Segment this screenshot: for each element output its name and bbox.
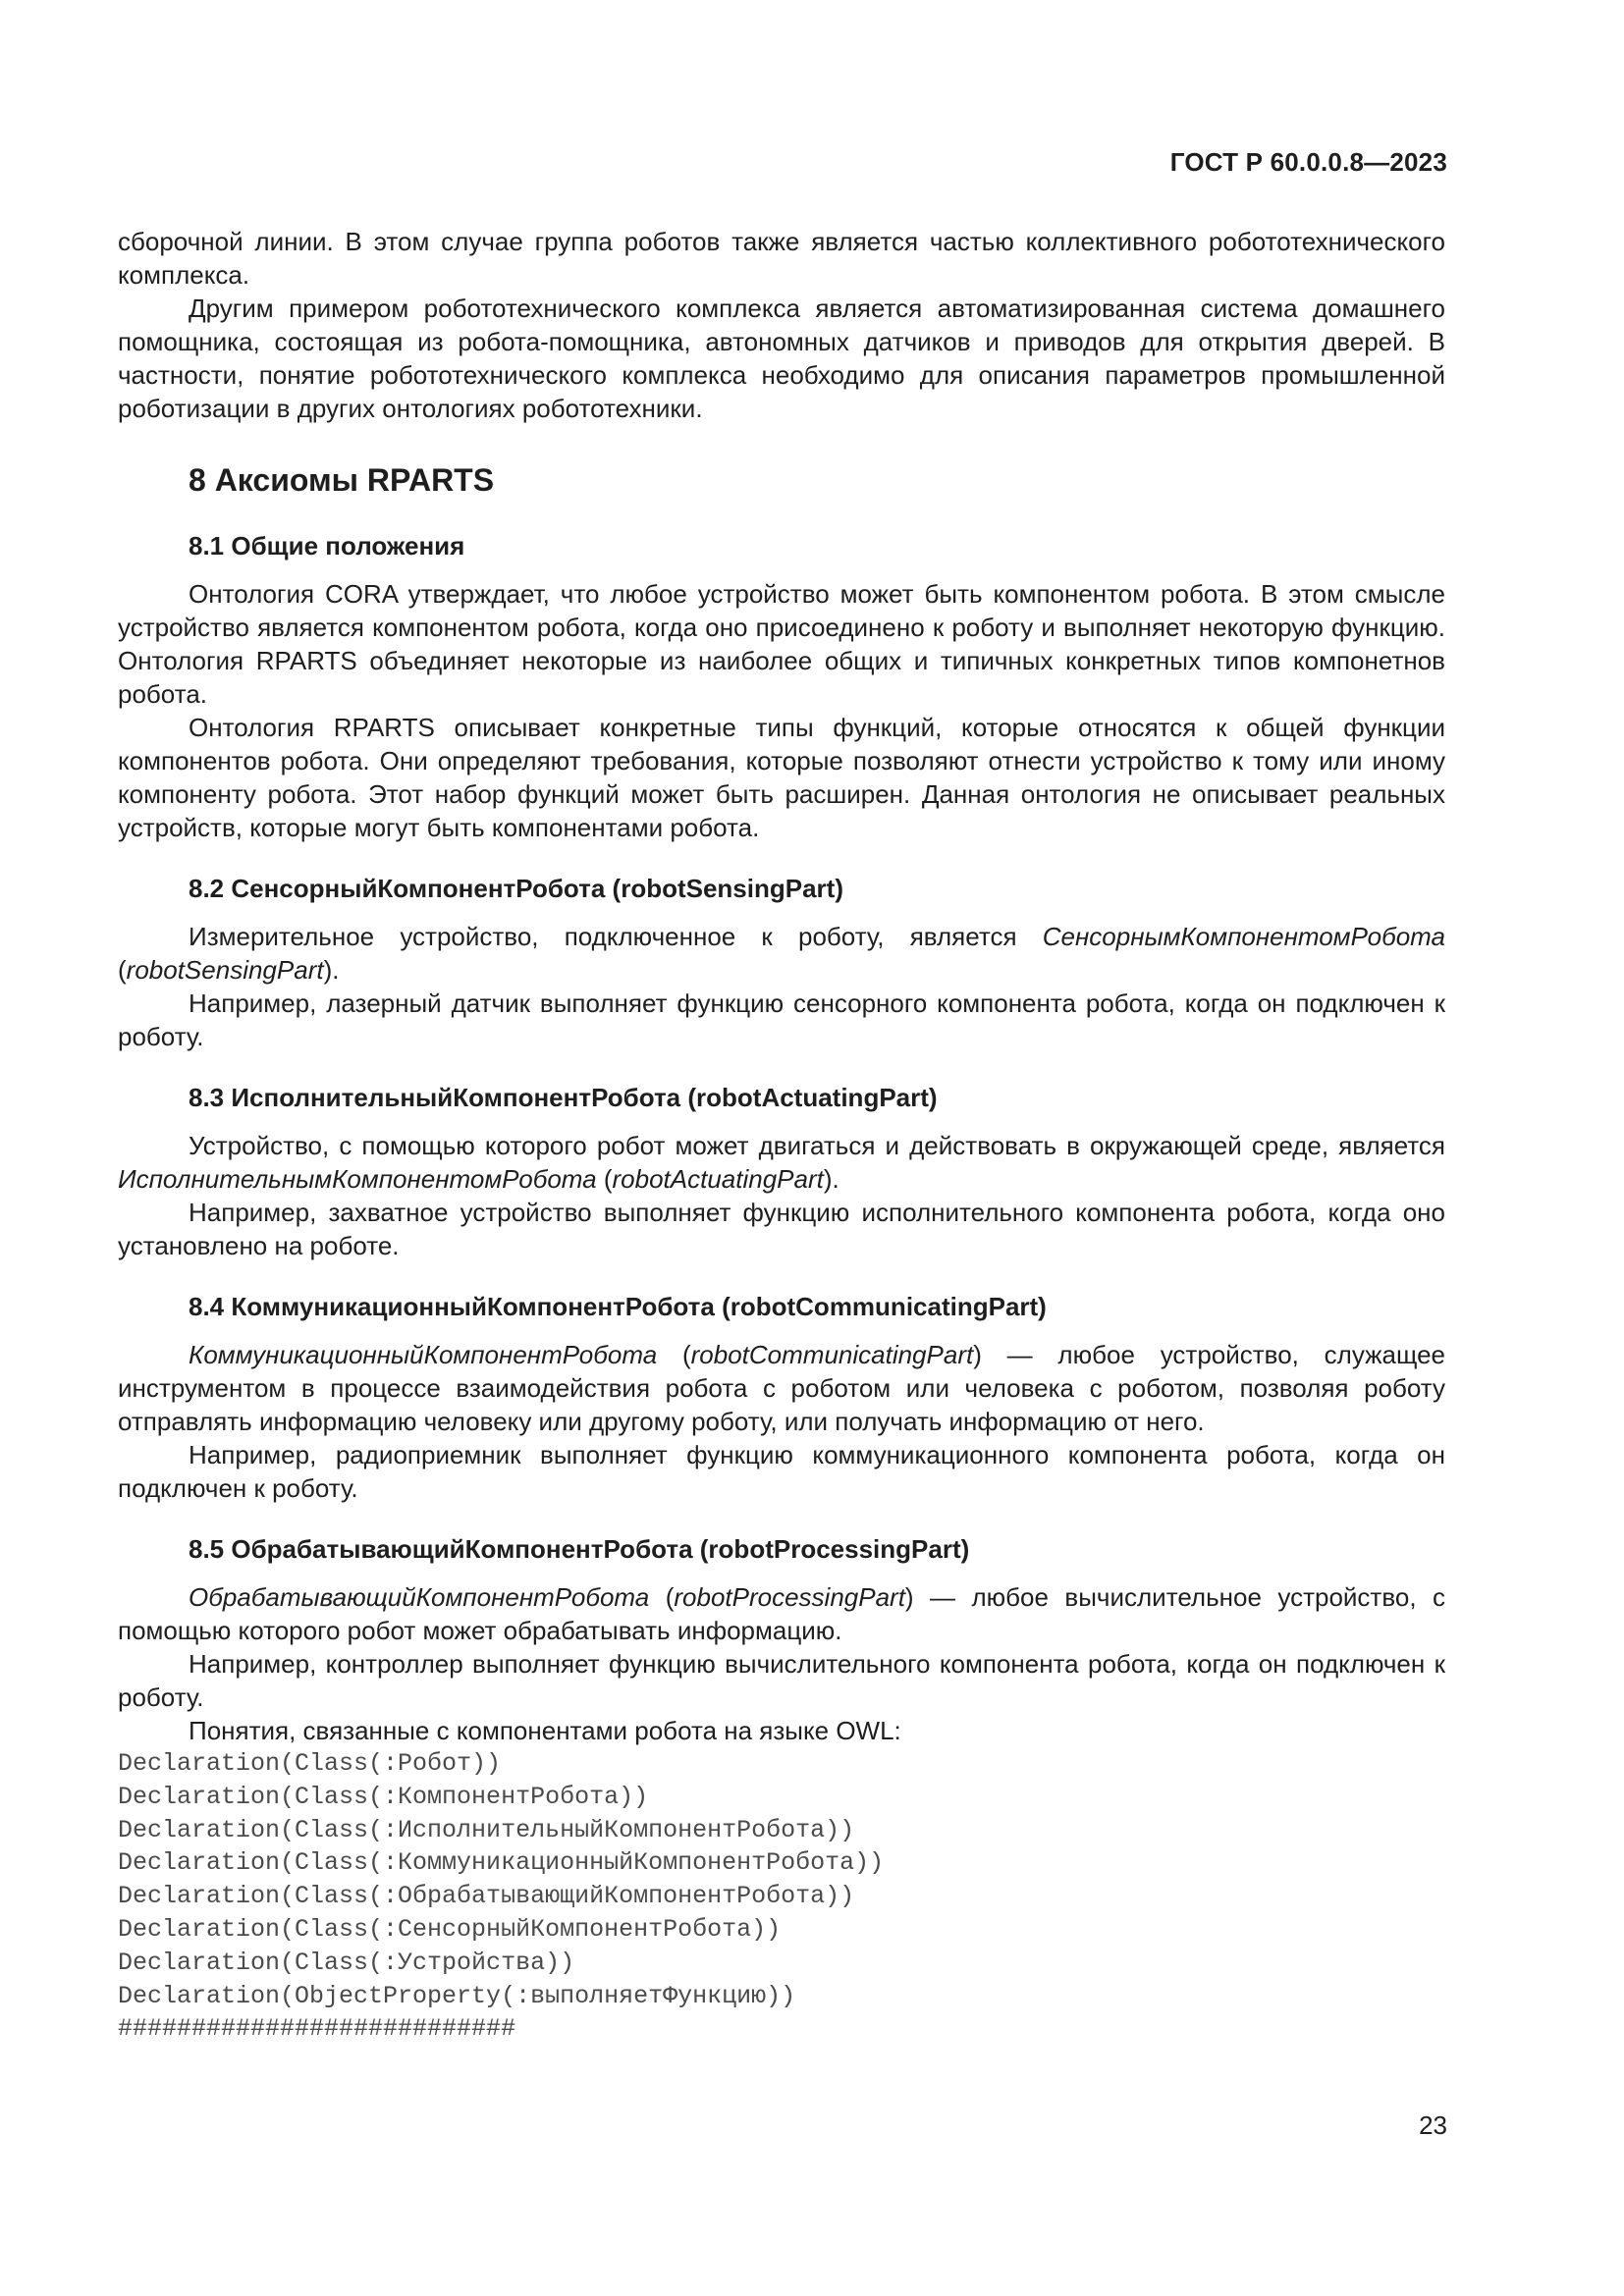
paragraph: Например, захватное устройство выполняет функцию исполнительного компонента робота, когда оно установлено на роботе.: [118, 1198, 1445, 1260]
text-run: ).: [323, 955, 340, 985]
paragraph: Онтология RPARTS описывает конкретные типы функций, которые относятся к общей функции компонентов робота. Они определяют требования, которые позволяют отнести устройство к тому или иному компоненту робота. Этот набор функций может быть расширен. Данная онтология не описывает реальных устройств, которые могут быть компонентами робота.: [118, 713, 1445, 842]
term-italic: СенсорнымКомпонентомРобота: [1042, 922, 1445, 951]
text-run: (: [649, 1582, 675, 1612]
term-italic: ИсполнительнымКомпонентомРобота: [118, 1164, 597, 1194]
paragraph: Например, контроллер выполняет функцию вычислительного компонента робота, когда он подключен к роботу.: [118, 1649, 1445, 1712]
code-line: Declaration(Class(:СенсорныйКомпонентРобота)): [118, 1914, 782, 1944]
page-content: [118, 225, 1445, 2046]
paragraph: Онтология CORA утверждает, что любое устройство может быть компонентом робота. В этом смысле устройство является компонентом робота, когда оно присоединено к роботу и выполняет некоторую функцию. Онтология RPARTS объединяет некоторые из наиболее общих и типичных конкретных типов компонетнов робота.: [118, 579, 1445, 709]
paragraph: Например, радиоприемник выполняет функцию коммуникационного компонента робота, когда он подключен к роботу.: [118, 1440, 1445, 1503]
paragraph: Другим примером робототехнического комплекса является автоматизированная система домашнего помощника, состоящая из робота-помощника, автономных датчиков и приводов для открытия дверей. В частности, понятие робототехнического комплекса необходимо для описания параметров промышленной роботизации в других онтологиях робототехники.: [118, 294, 1445, 423]
term-italic: robotCommunicatingPart: [690, 1340, 974, 1369]
term-italic: robotActuatingPart: [612, 1164, 824, 1194]
code-line: Declaration(Class(:КоммуникационныйКомпонентРобота)): [118, 1848, 885, 1878]
paragraph: [118, 920, 1445, 987]
subsection-heading: 8.1 Общие положения: [189, 531, 465, 561]
code-line: Declaration(ObjectProperty(:выполняетФункцию)): [118, 1981, 796, 2010]
term-italic: robotProcessingPart: [674, 1582, 905, 1612]
subsection-heading: 8.5 ОбрабатывающийКомпонентРобота (robotProcessingPart): [189, 1534, 970, 1564]
code-line: Declaration(Class(:ИсполнительныйКомпонентРобота)): [118, 1815, 855, 1844]
paragraph: [118, 1580, 1445, 1647]
text-run: ) — любое устройство, служащее инструментом в процессе взаимодействия робота с роботом или человека с роботом, позволяя роботу отправлять информацию человеку или другому роботу, или получать информацию от него.: [118, 1340, 1445, 1436]
paragraph: [118, 1338, 1445, 1438]
text-run: (: [596, 1164, 613, 1194]
subsection-heading: 8.4 КоммуникационныйКомпонентРобота (robotCommunicatingPart): [189, 1292, 1047, 1321]
text-run: (: [657, 1340, 691, 1369]
term-italic: robotSensingPart: [126, 955, 324, 985]
code-line: ###########################: [118, 2014, 516, 2044]
code-line: Declaration(Class(:КомпонентРобота)): [118, 1782, 649, 1811]
subsection-heading: 8.3 ИсполнительныйКомпонентРобота (robotActuatingPart): [189, 1083, 938, 1112]
owl-code-block: [118, 1747, 1445, 2046]
term-italic: ОбрабатывающийКомпонентРобота: [189, 1582, 650, 1612]
page-number: 23: [1419, 2110, 1447, 2140]
code-line: Declaration(Class(:Устройства)): [118, 1948, 575, 1977]
text-run: Устройство, с помощью которого робот может двигаться и действовать в окружающей среде, является: [189, 1131, 1445, 1160]
paragraph: [118, 1129, 1445, 1196]
code-line: Declaration(Class(:ОбрабатывающийКомпонентРобота)): [118, 1882, 855, 1911]
paragraph: Понятия, связанные с компонентами робота на языке OWL:: [189, 1716, 901, 1745]
subsection-heading: 8.2 СенсорныйКомпонентРобота (robotSensingPart): [189, 874, 843, 903]
code-line: Declaration(Class(:Робот)): [118, 1749, 502, 1778]
section-heading: 8 Аксиомы RPARTS: [189, 462, 495, 498]
term-italic: КоммуникационныйКомпонентРобота: [189, 1340, 658, 1369]
paragraph-continuation: сборочной линии. В этом случае группа роботов также является частью коллективного робототехнического комплекса.: [118, 227, 1445, 290]
document-code: ГОСТ Р 60.0.0.8—2023: [1169, 147, 1447, 177]
text-run: ).: [823, 1164, 839, 1194]
text-run: (: [118, 955, 127, 985]
text-run: Измерительное устройство, подключенное к роботу, является: [189, 922, 1043, 951]
paragraph: Например, лазерный датчик выполняет функцию сенсорного компонента робота, когда он подключен к роботу.: [118, 988, 1445, 1051]
text-run: ) — любое вычислительное устройство, с помощью которого робот может обрабатывать информацию.: [118, 1582, 1445, 1645]
